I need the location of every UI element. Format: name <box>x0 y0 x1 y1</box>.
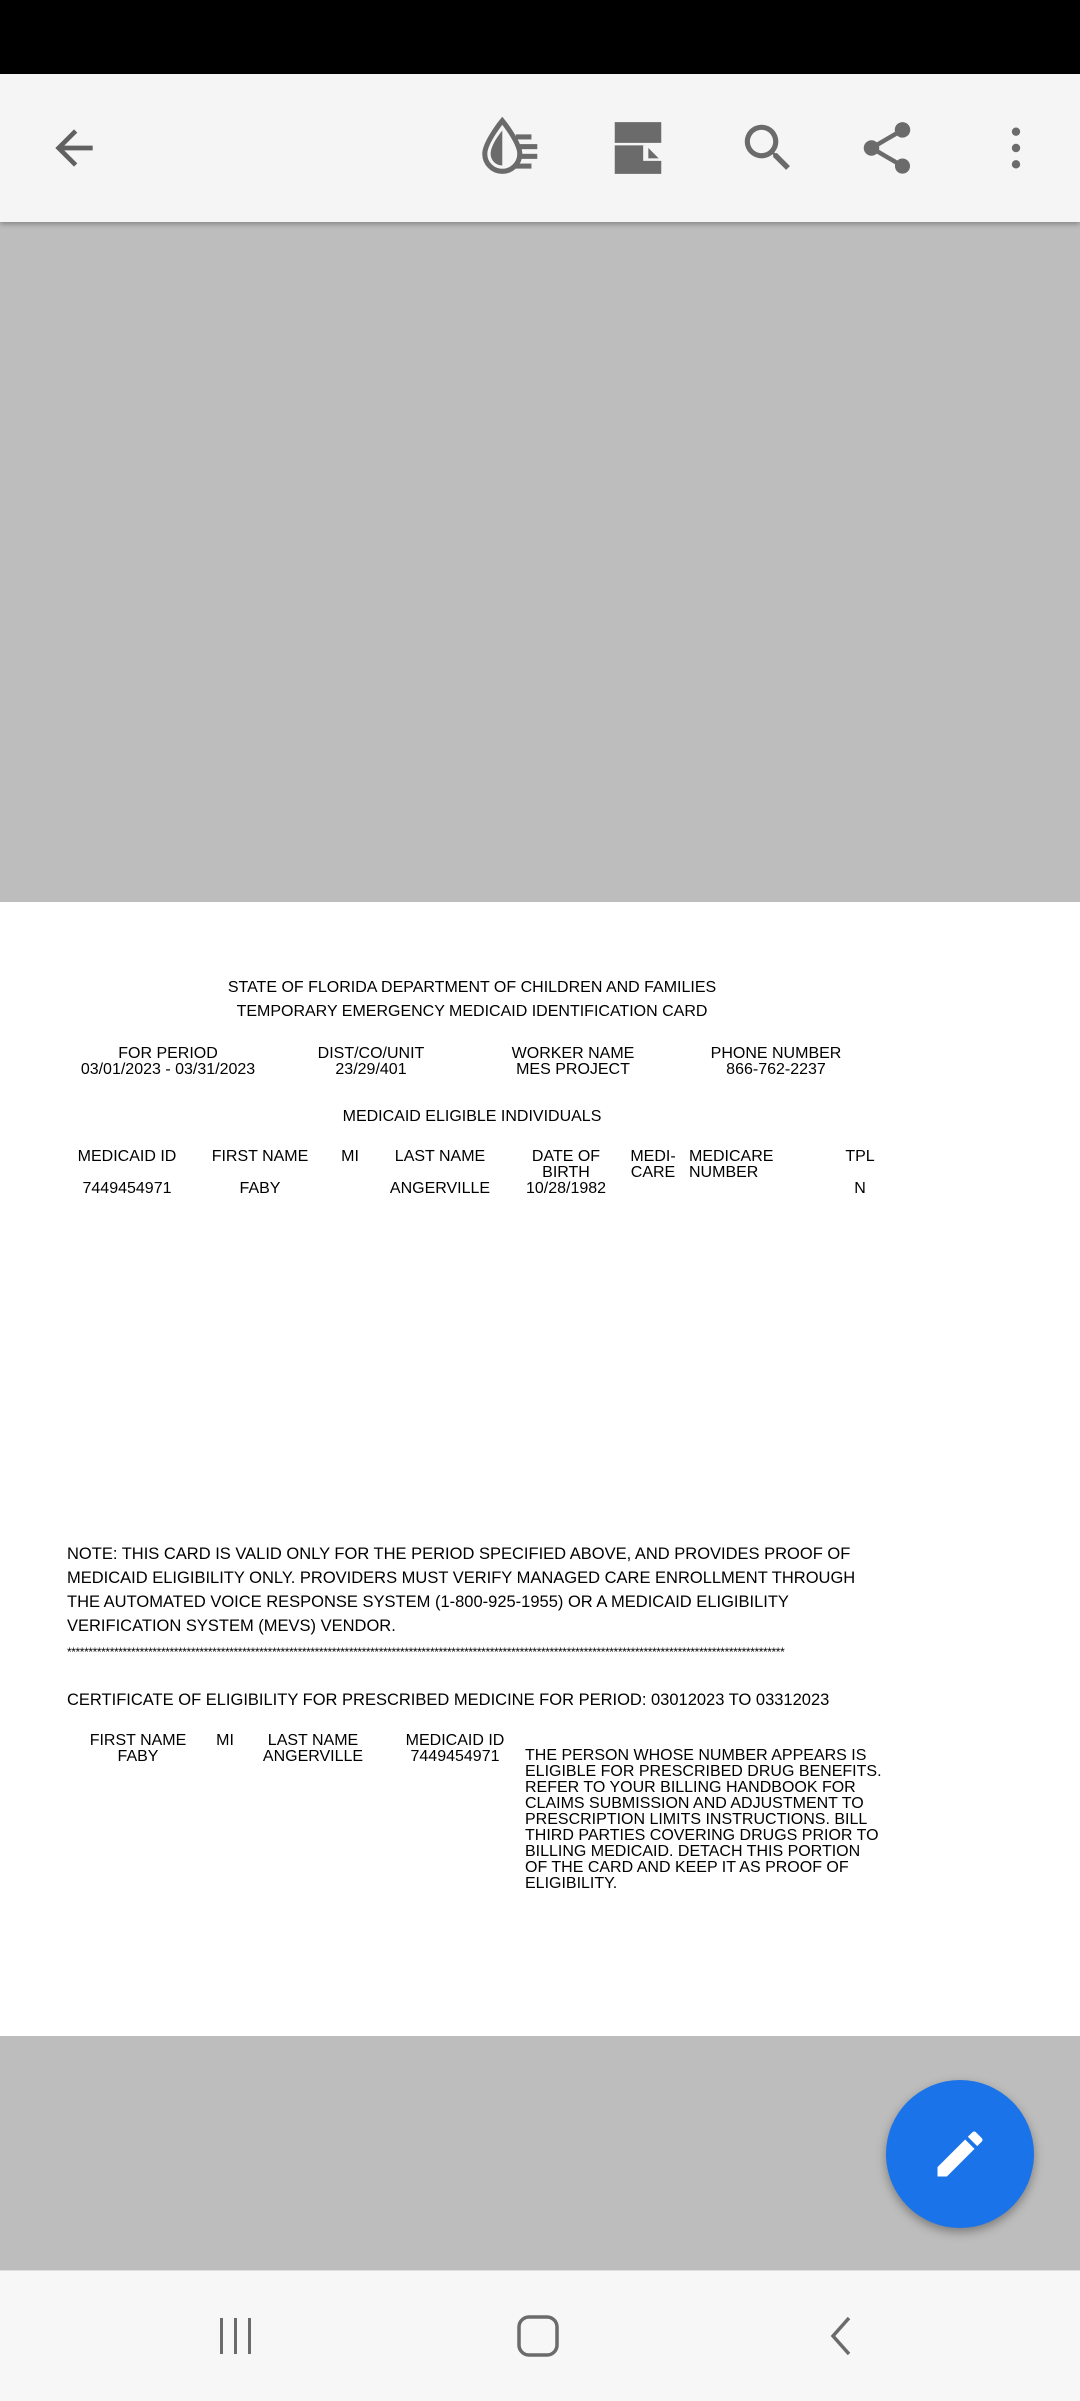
header-dob-line1: DATE OF <box>531 1148 601 1165</box>
header-last-name: LAST NAME <box>394 1148 486 1165</box>
cert-first-name-label: FIRST NAME <box>89 1732 187 1749</box>
home-button[interactable] <box>503 2301 573 2371</box>
phone-value: 866-762-2237 <box>726 1061 826 1078</box>
row-first-name: FABY <box>239 1180 281 1197</box>
share-icon <box>856 117 918 179</box>
heading-line2: TEMPORARY EMERGENCY MEDICAID IDENTIFICATION CARD <box>236 1003 708 1020</box>
header-mi: MI <box>341 1148 359 1165</box>
back-arrow-icon <box>46 120 102 176</box>
header-medicaid-id: MEDICAID ID <box>77 1148 177 1165</box>
header-medicare-line1: MEDI- <box>630 1148 676 1165</box>
recent-apps-icon <box>214 2314 258 2358</box>
dist-value: 23/29/401 <box>335 1061 407 1078</box>
worker-value: MES PROJECT <box>516 1061 630 1078</box>
cert-mi-label: MI <box>216 1732 234 1749</box>
search-button[interactable] <box>728 108 808 188</box>
back-icon <box>821 2314 861 2358</box>
back-nav-button[interactable] <box>806 2301 876 2371</box>
header-dob-line2: BIRTH <box>542 1164 590 1181</box>
cert-last-name-label: LAST NAME <box>267 1732 359 1749</box>
more-options-button[interactable] <box>976 108 1056 188</box>
certificate-paragraph: THE PERSON WHOSE NUMBER APPEARS IS ELIGIBLE FOR PRESCRIBED DRUG BENEFITS. REFER TO YOUR BILLING HANDBOOK FOR CLAIMS SUBMISSION AND ADJUSTMENT TO PRESCRIPTION LIMITS INSTRUCTIONS. BILL THIRD PARTIES COVERING DRUGS PRIOR TO BILLING MEDICAID. DETACH THIS PORTION OF THE CARD AND KEEP IT AS PROOF OF ELIGIBILITY. <box>525 1747 882 1892</box>
header-first-name: FIRST NAME <box>211 1148 309 1165</box>
section-title: MEDICAID ELIGIBLE INDIVIDUALS <box>342 1108 602 1125</box>
system-navigation-bar <box>0 2270 1080 2401</box>
ink-drop-icon <box>477 113 547 183</box>
validity-note: NOTE: THIS CARD IS VALID ONLY FOR THE PERIOD SPECIFIED ABOVE, AND PROVIDES PROOF OF MEDICAID ELIGIBILITY ONLY. PROVIDERS MUST VERIFY MANAGED CARE ENROLLMENT THROUGH THE AUTOMATED VOICE RESPONSE SYSTEM (1-800-925-1955) OR A MEDICAID ELIGIBILITY VERIFICATION SYSTEM (MEVS) VENDOR. <box>67 1545 856 1635</box>
document-viewer[interactable] <box>0 222 1080 2270</box>
home-icon <box>515 2313 561 2359</box>
for-period-label: FOR PERIOD <box>118 1045 218 1062</box>
row-dob: 10/28/1982 <box>525 1180 607 1197</box>
share-button[interactable] <box>847 108 927 188</box>
header-medicare-number-line1: MEDICARE <box>689 1148 774 1165</box>
header-medicare-number-line2: NUMBER <box>689 1164 759 1181</box>
recent-apps-button[interactable] <box>201 2301 271 2371</box>
row-tpl: N <box>854 1180 866 1197</box>
cert-medicaid-id-label: MEDICAID ID <box>405 1732 505 1749</box>
certificate-title: CERTIFICATE OF ELIGIBILITY FOR PRESCRIBED MEDICINE FOR PERIOD: 03012023 TO 03312023 <box>67 1691 830 1709</box>
document-page <box>0 902 1080 2036</box>
heading-line1: STATE OF FLORIDA DEPARTMENT OF CHILDREN AND FAMILIES <box>227 979 717 996</box>
header-tpl: TPL <box>845 1148 875 1165</box>
row-last-name: ANGERVILLE <box>389 1180 491 1197</box>
cert-medicaid-id: 7449454971 <box>410 1748 500 1765</box>
row-medicaid-id: 7449454971 <box>82 1180 172 1197</box>
top-app-bar <box>0 74 1080 222</box>
edit-pencil-icon <box>930 2124 990 2184</box>
page-layout-icon <box>607 117 669 179</box>
ink-drop-button[interactable] <box>472 108 552 188</box>
dist-label: DIST/CO/UNIT <box>317 1045 425 1062</box>
edit-fab-button[interactable] <box>886 2080 1034 2228</box>
phone-label: PHONE NUMBER <box>710 1045 842 1062</box>
page-layout-button[interactable] <box>598 108 678 188</box>
cert-first-name: FABY <box>117 1748 159 1765</box>
header-medicare-line2: CARE <box>630 1164 676 1181</box>
search-icon <box>737 117 799 179</box>
cert-last-name: ANGERVILLE <box>262 1748 364 1765</box>
separator-line: ************************************************************************************************************************************************************************ <box>67 1645 785 1659</box>
worker-label: WORKER NAME <box>511 1045 635 1062</box>
status-bar <box>0 0 1080 74</box>
back-button[interactable] <box>34 108 114 188</box>
for-period-value: 03/01/2023 - 03/31/2023 <box>80 1061 256 1078</box>
more-vert-icon <box>988 120 1044 176</box>
